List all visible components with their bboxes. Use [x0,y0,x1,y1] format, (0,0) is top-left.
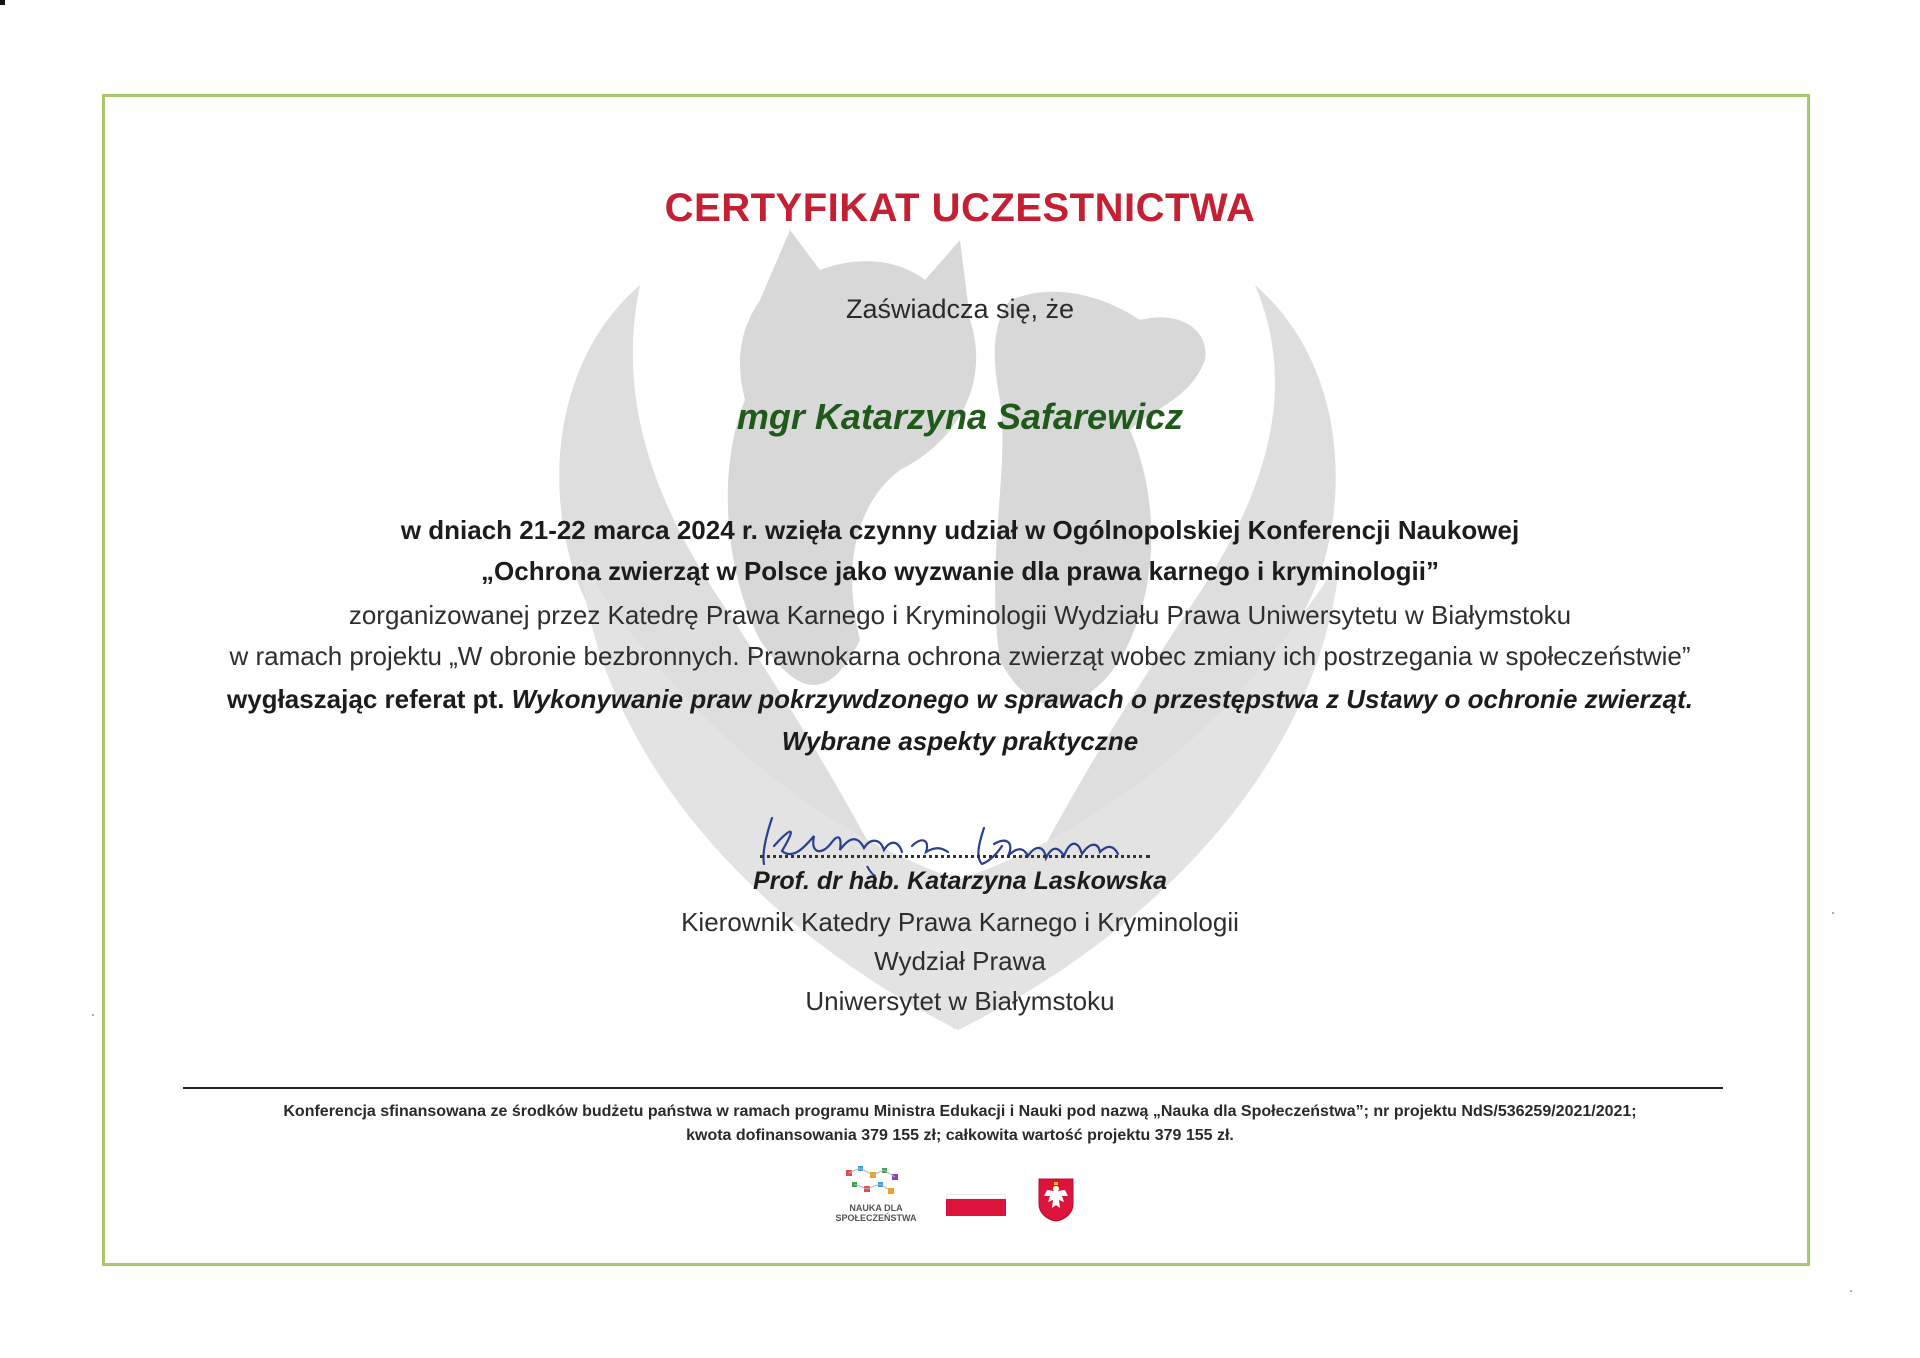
lecture-statement [0,684,1920,715]
funding-note-line2: kwota dofinansowania 379 155 zł; całkowita wartość projektu 379 155 zł. [686,1127,1234,1144]
signature-dotted-line [760,855,1150,858]
attestation-text: Zaświadcza się, że [845,294,1075,324]
scan-speck [1850,1290,1852,1292]
recipient-name: mgr Katarzyna Safarewicz [736,396,1184,437]
participation-statement: w dniach 21-22 marca 2024 r. wzięła czynny udział w Ogólnopolskiej Konferencji Naukowej [400,515,1520,545]
conference-title: „Ochrona zwierząt w Polsce jako wyzwanie dla prawa karnego i kryminologii” [481,556,1439,586]
signatory-university: Uniwersytet w Białymstoku [805,986,1115,1016]
polish-eagle-emblem-icon [1038,1178,1074,1222]
signatory-name: Prof. dr hab. Katarzyna Laskowska [752,867,1168,895]
footer-divider [183,1087,1723,1089]
polish-flag-icon [946,1194,1006,1216]
nds-logo-text [810,1203,942,1223]
lecture-prefix: wygłaszając referat pt. [226,684,512,714]
scan-speck [92,1014,94,1016]
organizer-statement: zorganizowanej przez Katedrę Prawa Karnego i Kryminologii Wydziału Prawa Uniwersytetu w Białymstoku [348,600,1572,630]
nds-logo-line1: NAUKA DLA [849,1203,903,1213]
funding-note-line1: Konferencja sfinansowana ze środków budżetu państwa w ramach programu Ministra Edukacji i Nauki pod nazwą „Nauka dla Społeczeństwa”; nr projektu NdS/536259/2021/2021; [283,1103,1637,1120]
lecture-subtitle: Wybrane aspekty praktyczne [781,726,1139,756]
project-statement: w ramach projektu „W obronie bezbronnych. Prawnokarna ochrona zwierząt wobec zmiany ich postrzegania w społeczeństwie” [229,641,1691,671]
handwritten-signature [752,806,1152,876]
flag-red-stripe [946,1199,1006,1216]
nds-logo-line2: SPOŁECZEŃSTWA [835,1213,917,1223]
signatory-faculty: Wydział Prawa [874,946,1046,976]
scan-speck [1832,912,1834,914]
signatory-role: Kierownik Katedry Prawa Karnego i Kryminologii [681,907,1239,937]
certificate-title: CERTYFIKAT UCZESTNICTWA [664,186,1256,230]
lecture-title: Wykonywanie praw pokrzywdzonego w sprawach o przestępstwa z Ustawy o ochronie zwierząt. [511,684,1694,714]
